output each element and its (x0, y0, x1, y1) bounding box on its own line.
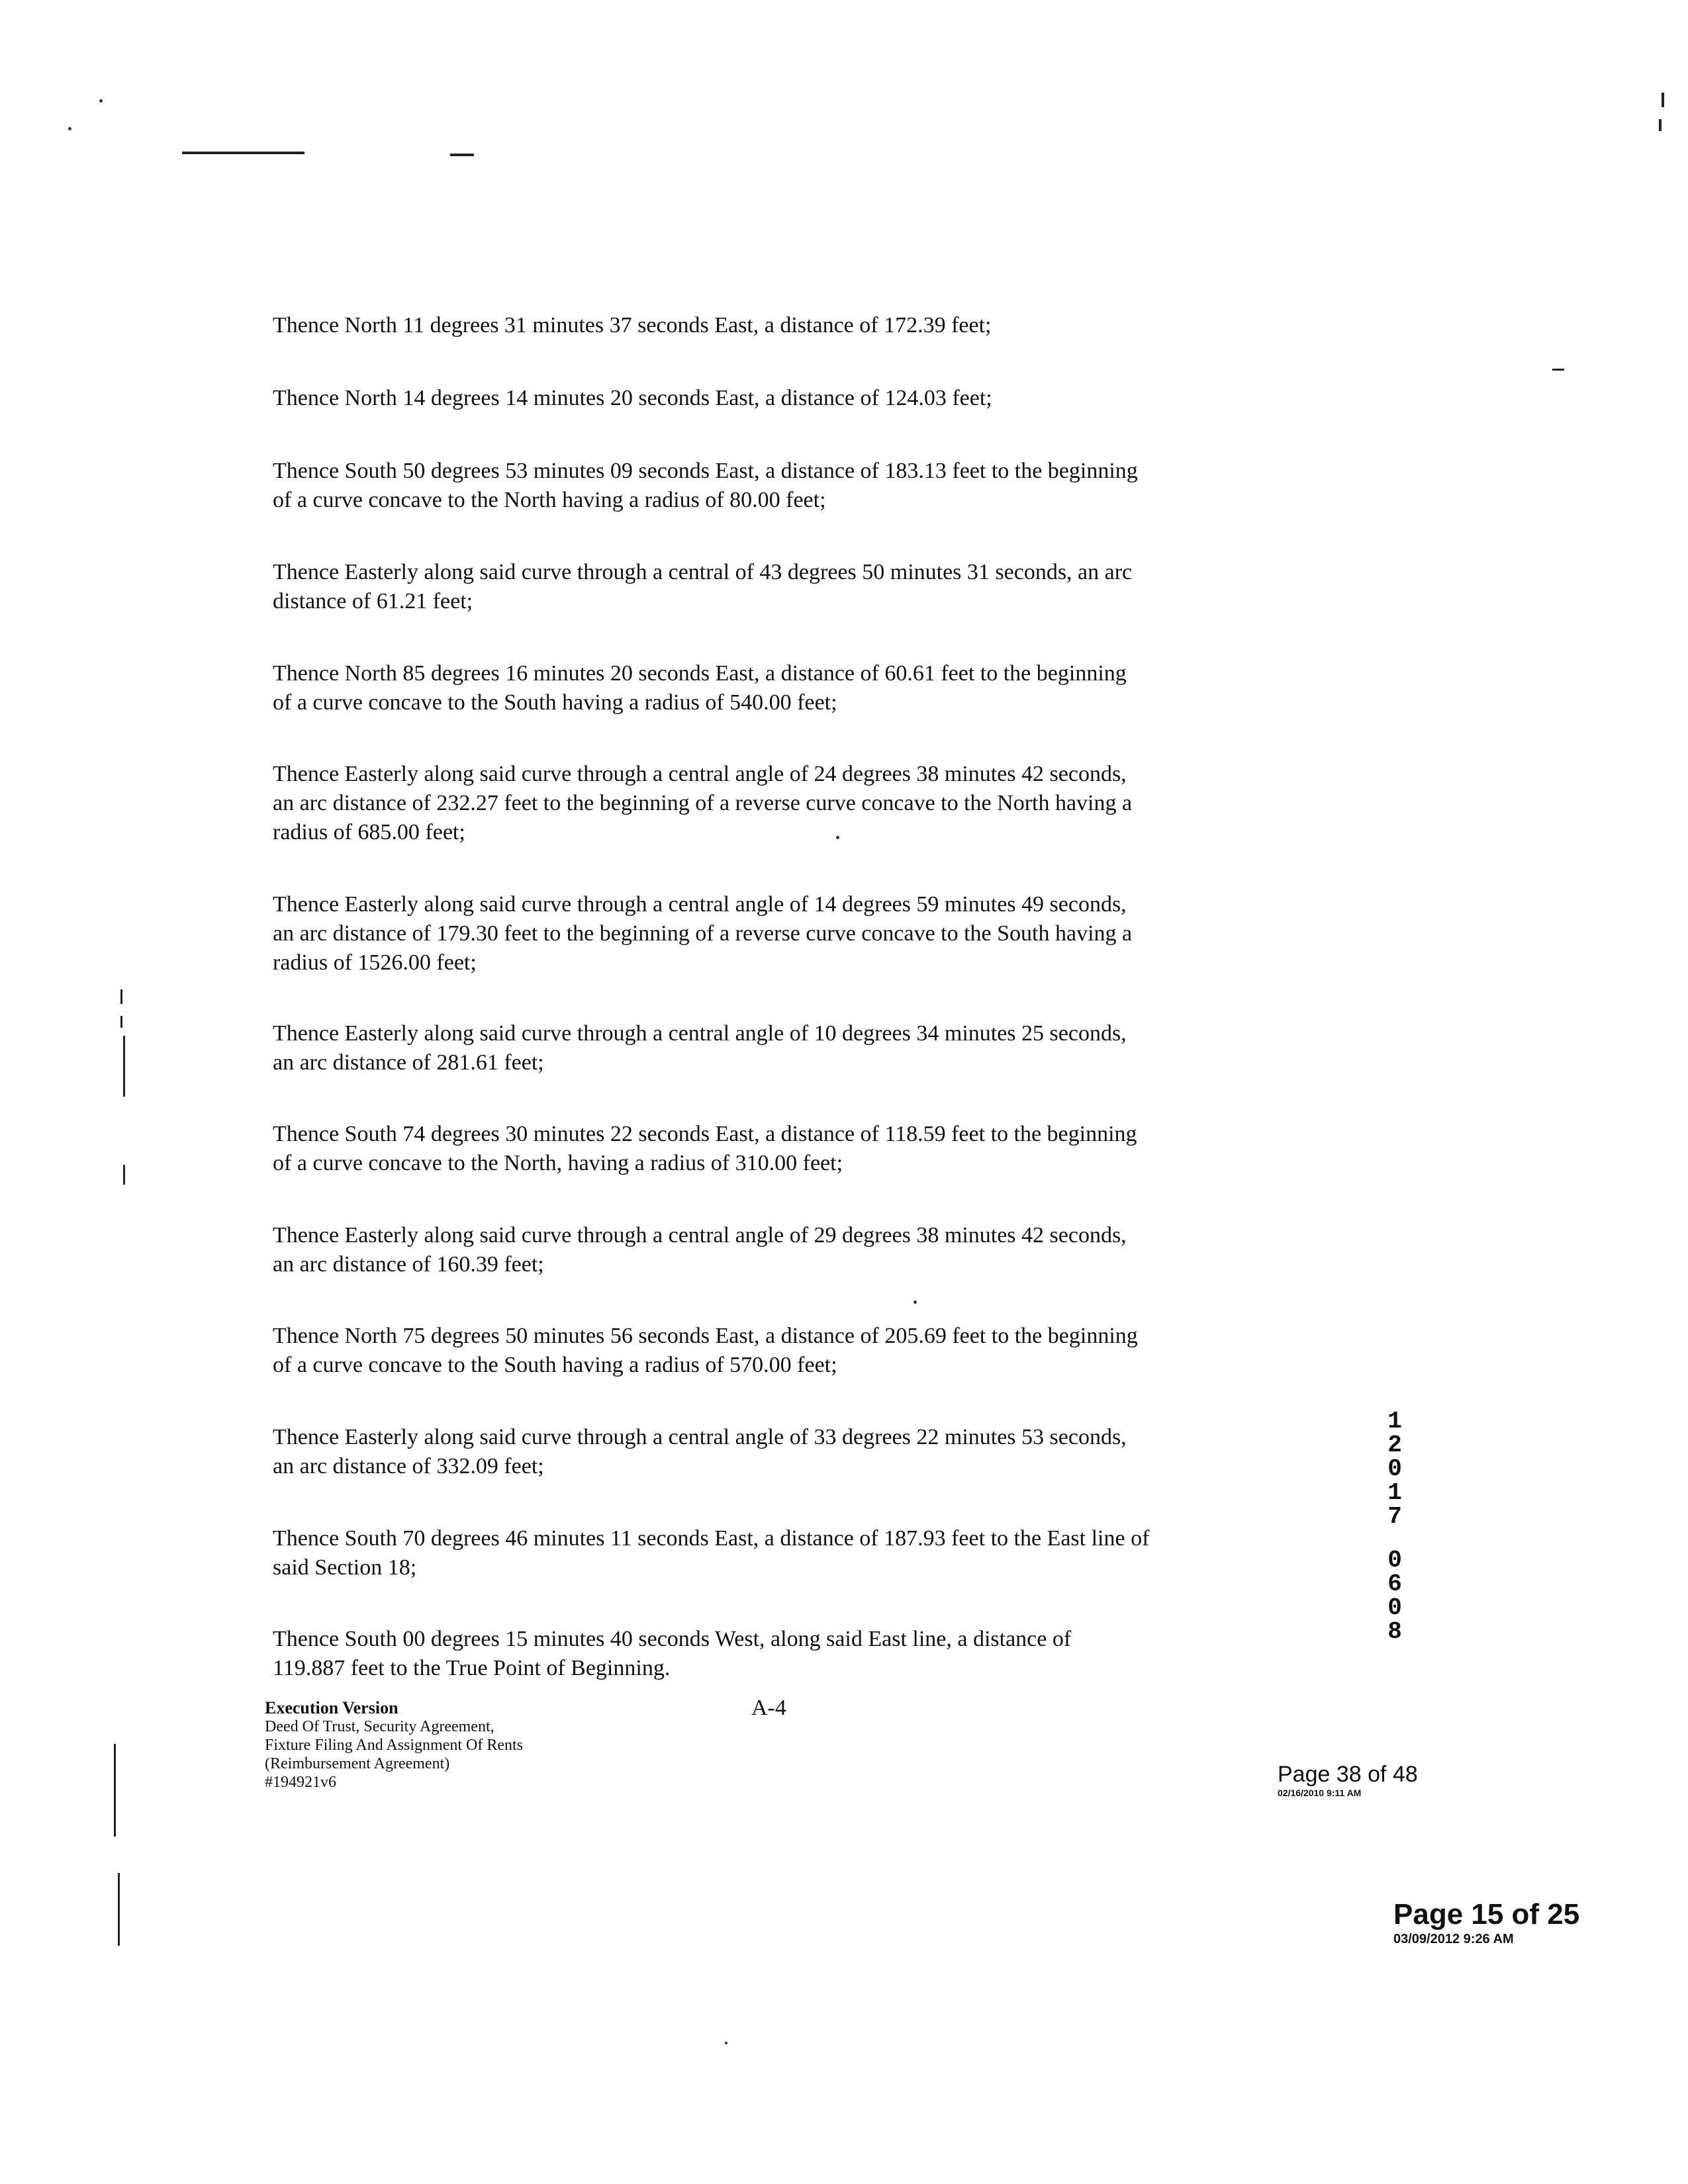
footer-line: (Reimbursement Agreement) (265, 1755, 450, 1772)
legal-description-paragraph: Thence South 50 degrees 53 minutes 09 seconds East, a distance of 183.13 feet to the beginning of a curve concave to the North having a radius of 80.00 feet; (273, 459, 1138, 512)
legal-description-paragraph: Thence North 14 degrees 14 minutes 20 seconds East, a distance of 124.03 feet; (273, 386, 992, 410)
recording-digit: 0 (1387, 1594, 1402, 1621)
recording-digit: 0 (1387, 1547, 1402, 1574)
footer-version: Execution Version (265, 1698, 399, 1717)
document-footer (265, 1699, 523, 1792)
scan-mark-left-bar (123, 1036, 125, 1097)
legal-description-paragraph: Thence South 70 degrees 46 minutes 11 seconds East, a distance of 187.93 feet to the East line of said Section 18; (273, 1526, 1150, 1580)
scan-mark-left-bar (120, 1016, 122, 1028)
scan-dot (99, 99, 103, 103)
legal-description-paragraph: Thence Easterly along said curve through a central angle of 33 degrees 22 minutes 53 seconds, an arc distance of 332.09 feet; (273, 1425, 1127, 1479)
legal-description-paragraph: Thence Easterly along said curve through a central angle of 29 degrees 38 minutes 42 seconds, an arc distance of 160.39 feet; (273, 1223, 1127, 1277)
scan-mark-right-edge (1662, 93, 1664, 107)
legal-description-paragraph: Thence North 11 degrees 31 minutes 37 seconds East, a distance of 172.39 feet; (273, 313, 992, 338)
legal-description-paragraph: Thence Easterly along said curve through a central angle of 10 degrees 34 minutes 25 seconds, an arc distance of 281.61 feet; (273, 1021, 1127, 1075)
recording-digit: 0 (1387, 1455, 1402, 1482)
legal-description-paragraph: Thence North 75 degrees 50 minutes 56 seconds East, a distance of 205.69 feet to the beginning of a curve concave to the South having a radius of 570.00 feet; (273, 1324, 1138, 1377)
legal-description-paragraph: Thence South 00 degrees 15 minutes 40 seconds West, along said East line, a distance of 119.887 feet to the True Point of Beginning. (273, 1627, 1072, 1680)
scan-mark-left-bar (114, 1744, 116, 1837)
legal-description-paragraph: Thence North 85 degrees 16 minutes 20 seconds East, a distance of 60.61 feet to the beginning of a curve concave to the South having a radius of 540.00 feet; (273, 661, 1127, 715)
scan-dot (725, 2042, 727, 2044)
recording-digit: 1 (1387, 1479, 1402, 1506)
recording-digit: 8 (1387, 1618, 1402, 1645)
scan-mark-left-bar (118, 1873, 120, 1946)
recording-digit: 6 (1387, 1570, 1402, 1598)
footer-line: Deed Of Trust, Security Agreement, (265, 1718, 494, 1735)
page-stamp-new-page: Page 15 of 25 (1393, 1898, 1580, 1931)
page-stamp-new-timestamp: 03/09/2012 9:26 AM (1393, 1932, 1514, 1946)
scan-dot (914, 1300, 917, 1304)
page-stamp-old-timestamp: 02/16/2010 9:11 AM (1278, 1788, 1362, 1798)
page-stamp-old-page: Page 38 of 48 (1278, 1762, 1418, 1787)
recording-digit: 2 (1387, 1432, 1402, 1459)
page-stamp-old (1278, 1762, 1418, 1799)
footer-line: #194921v6 (265, 1774, 336, 1791)
recording-digit: 1 (1387, 1408, 1402, 1435)
legal-description-paragraph: Thence Easterly along said curve through a central angle of 24 degrees 38 minutes 42 seconds, an arc distance of 232.27 feet to the beginning of a reverse curve concave to the North having a radius of 685.00 feet; (273, 762, 1133, 844)
legal-description-paragraph: Thence Easterly along said curve through a central angle of 14 degrees 59 minutes 49 seconds, an arc distance of 179.30 feet to the beginning of a reverse curve concave to the South having a radius of 1526.00 feet; (273, 892, 1133, 975)
recording-number-vertical (1378, 1410, 1411, 1644)
footer-line: Fixture Filing And Assignment Of Rents (265, 1737, 524, 1754)
scan-dot (68, 127, 71, 130)
recording-gap (1378, 1529, 1411, 1549)
scan-mark-top-dash (450, 154, 474, 156)
legal-description-paragraph: Thence South 74 degrees 30 minutes 22 seconds East, a distance of 118.59 feet to the beginning of a curve concave to the North, having a radius of 310.00 feet; (273, 1122, 1137, 1175)
scan-mark-left-bar (120, 989, 122, 1004)
scan-mark-right-dash (1552, 369, 1564, 371)
scan-mark-left-bar (123, 1165, 125, 1185)
scan-mark-top-left (182, 152, 305, 154)
page-stamp-new (1393, 1898, 1579, 1947)
recording-digit: 7 (1387, 1503, 1402, 1530)
scan-mark-right-edge (1659, 119, 1662, 131)
page-code: A-4 (751, 1696, 786, 1720)
legal-description-paragraph: Thence Easterly along said curve through a central of 43 degrees 50 minutes 31 seconds, an arc distance of 61.21 feet; (273, 560, 1133, 614)
